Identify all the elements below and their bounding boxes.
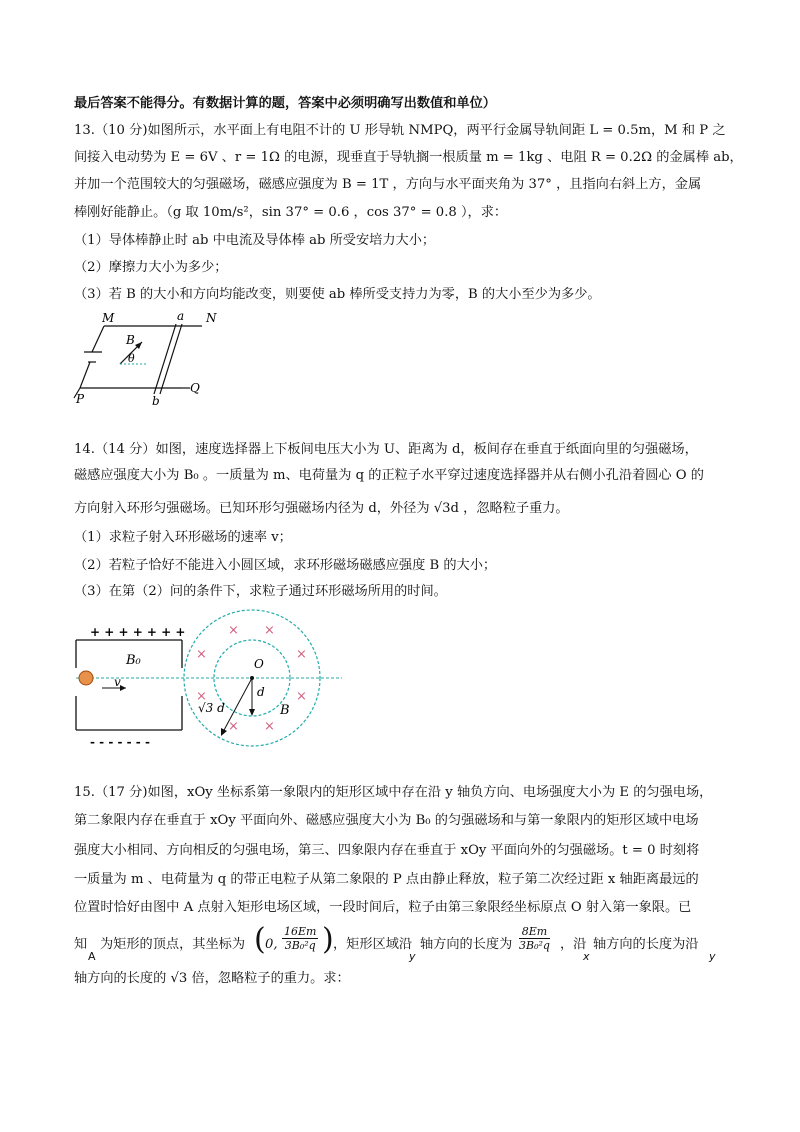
- fraction-denominator: 3B₀²q: [284, 939, 316, 952]
- q13-line3: 并加一个范围较大的匀强磁场，磁感应强度为 B = 1T ，方向与水平面夹角为 37° ，且指向右斜上方，金属: [74, 177, 702, 192]
- q15-line6-vertex: 为矩形的顶点，其坐标为: [100, 937, 246, 952]
- q14-sub1: （1）求粒子射入环形磁场的速率 v；: [74, 530, 292, 545]
- q15-line6-start: 知: [74, 937, 88, 952]
- q14-line1: 14.（14 分）如图，速度选择器上下板间电压大小为 U、距离为 d，板间存在垂直于纸面向里的匀强磁场，: [74, 442, 698, 457]
- section-instruction: 最后答案不能得分。有数据计算的题，答案中必须明确写出数值和单位）: [74, 96, 496, 111]
- cross-mark: ×: [196, 647, 207, 662]
- q15-line4: 一质量为 m 、电荷量为 q 的带正电粒子从第二象限的 P 点由静止释放，粒子第二次经过距 x 轴距离最远的: [74, 872, 699, 887]
- q15-line3: 强度大小相同、方向相反的匀强电场，第三、四象限内存在垂直于 xOy 平面向外的匀强磁场。t = 0 时刻将: [74, 843, 700, 858]
- q14-sub3: （3）在第（2）问的条件下，求粒子通过环形磁场所用的时间。: [74, 584, 447, 599]
- q13-sub1: （1）导体棒静止时 ab 中电流及导体棒 ab 所受安培力大小；: [74, 233, 436, 248]
- q15-line7: 轴方向的长度的 √3 倍，忽略粒子的重力。求：: [74, 971, 350, 986]
- q14-velocity-selector-diagram: [70, 608, 350, 768]
- paren-close: ): [322, 922, 334, 957]
- q13-sub2: （2）摩擦力大小为多少；: [74, 260, 228, 275]
- particle: [79, 671, 93, 685]
- cross-mark: ×: [296, 647, 307, 662]
- q15-line6-length2: 轴方向的长度为沿: [593, 937, 699, 952]
- q13-line2: 间接入电动势为 E = 6V 、r = 1Ω 的电源，现垂直于导轨搁一根质量 m = 1kg 、电阻 R = 0.2Ω 的金属棒 ab，: [74, 150, 743, 165]
- q14-line2: 磁感应强度大小为 B₀ 。一质量为 m、电荷量为 q 的正粒子水平穿过速度选择器并从右侧小孔沿着圆心 O 的: [74, 468, 704, 483]
- cross-mark: ×: [264, 719, 275, 734]
- q13-sub3: （3）若 B 的大小和方向均能改变，则要使 ab 棒所受支持力为零，B 的大小至少为多少。: [74, 287, 601, 302]
- q15-line6-along: ，矩形区域沿: [333, 937, 413, 952]
- q15-line6-length: 轴方向的长度为: [420, 937, 513, 952]
- label-Q: Q: [190, 381, 200, 395]
- label-a: a: [177, 309, 185, 323]
- cross-mark: ×: [296, 689, 307, 704]
- q13-rail-diagram: [72, 308, 222, 408]
- q15-line5: 位置时恰好由图中 A 点射入矩形电场区域，一段时间后，粒子由第三象限经坐标原点 O 射入第一象限。已: [74, 900, 692, 915]
- q15-sub-A: A: [88, 950, 96, 963]
- q15-sub-y1: y: [409, 950, 416, 963]
- q15-line2: 第二象限内存在垂直于 xOy 平面向外、磁感应强度大小为 B₀ 的匀强磁场和与第一象限内的矩形区域中电场: [74, 813, 699, 828]
- plate-plus-signs: + + + + + + +: [90, 625, 186, 639]
- q14-sub2: （2）若粒子恰好不能进入小圆区域，求环形磁场磁感应强度 B 的大小；: [74, 558, 497, 573]
- label-N: N: [206, 311, 217, 325]
- cross-mark: ×: [228, 719, 239, 734]
- label-b: b: [152, 394, 160, 408]
- label-M: M: [102, 311, 115, 325]
- cross-mark: ×: [228, 623, 239, 638]
- fraction-16Em: [282, 925, 318, 952]
- label-B: B: [126, 333, 135, 347]
- fraction-denominator: 3B₀²q: [519, 939, 550, 952]
- label-theta: θ: [128, 352, 135, 365]
- paren-open: (: [254, 922, 266, 957]
- fraction-numerator: 16Em: [284, 925, 317, 938]
- plate-minus-signs: - - - - - - -: [90, 735, 150, 749]
- q13-line1: 13.（10 分)如图所示，水平面上有电阻不计的 U 形导轨 NMPQ，两平行金属导轨间距 L = 0.5m，M 和 P 之: [74, 123, 726, 138]
- cross-mark: ×: [196, 689, 207, 704]
- label-B0: B₀: [126, 653, 141, 668]
- q14-line3: 方向射入环形匀强磁场。已知环形匀强磁场内径为 d，外径为 √3d ，忽略粒子重力。: [74, 501, 569, 516]
- q13-line4: 棒刚好能静止。（g 取 10m/s²，sin 37° = 0.6 ，cos 37° = 0.8 ），求：: [74, 205, 508, 220]
- q15-sub-y2: y: [709, 950, 716, 963]
- q15-line1: 15.（17 分)如图，xOy 坐标系第一象限内的矩形区域中存在沿 y 轴负方向、电场强度大小为 E 的匀强电场，: [74, 785, 713, 800]
- cross-mark: ×: [264, 623, 275, 638]
- q15-line6-along2: ，沿: [560, 937, 587, 952]
- q15-sub-x: x: [583, 950, 590, 963]
- label-O: O: [254, 657, 264, 671]
- label-d: d: [257, 685, 265, 699]
- label-B-ring: B: [280, 703, 290, 718]
- fraction-numerator: 8Em: [519, 925, 550, 939]
- fraction-8Em: [519, 925, 550, 952]
- label-P: P: [76, 392, 85, 406]
- label-v: v: [114, 675, 121, 689]
- coord-prefix: 0,: [265, 937, 278, 952]
- label-sqrt3d: √3 d: [198, 701, 225, 715]
